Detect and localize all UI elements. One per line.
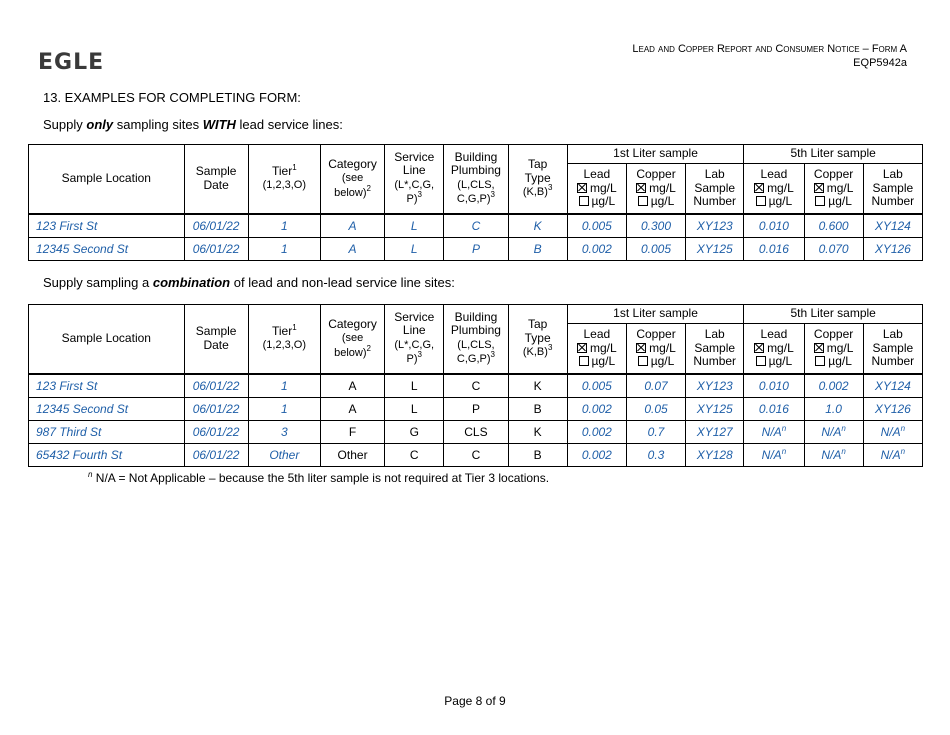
cell-tier: Other	[248, 443, 320, 466]
cell-copper1: 0.05	[626, 397, 685, 420]
cell-lead5: 0.016	[744, 397, 804, 420]
col-copper-1st: Copper mg/L µg/L	[626, 324, 685, 374]
cell-service: L	[385, 397, 444, 420]
cell-service: C	[385, 443, 444, 466]
cell-location: 123 First St	[29, 374, 185, 398]
intro-text-2: Supply sampling a combination of lead and non-lead service line sites:	[43, 275, 455, 290]
col-tier: Tier$^1$ (1,2,3,O)	[248, 145, 320, 214]
cell-tier: 1	[248, 214, 320, 238]
cell-lab5: XY124	[863, 374, 922, 398]
cell-copper1: 0.300	[626, 214, 685, 238]
cell-location: 65432 Fourth St	[29, 443, 185, 466]
col-sample-date: Sample Date	[184, 145, 248, 214]
cell-date: 06/01/22	[184, 443, 248, 466]
cell-tier: 1	[248, 237, 320, 260]
cell-lab1: XY127	[686, 420, 744, 443]
col-tap-type: Tap Type $(K,B)^3$	[508, 145, 567, 214]
cell-tap: K	[508, 420, 567, 443]
cell-plumbing: P	[444, 397, 508, 420]
cell-category: A	[320, 374, 384, 398]
table-row	[29, 214, 923, 238]
cell-date: 06/01/22	[184, 374, 248, 398]
col-group-5th-liter: 5th Liter sample	[744, 145, 923, 164]
cell-category: A	[320, 214, 384, 238]
cell-copper5: 0.070	[804, 237, 863, 260]
table-row	[29, 374, 923, 398]
cell-lead5: 0.016	[744, 237, 804, 260]
cell-tier: 3	[248, 420, 320, 443]
form-title: Lead and Copper Report and Consumer Notice – Form A	[632, 43, 907, 55]
col-lab-1st: Lab Sample Number	[686, 324, 744, 374]
col-sample-location: Sample Location	[29, 145, 185, 214]
cell-lead1: 0.002	[567, 397, 626, 420]
col-copper-5th: Copper mg/L µg/L	[804, 324, 863, 374]
cell-date: 06/01/22	[184, 397, 248, 420]
cell-tier: 1	[248, 397, 320, 420]
cell-lead1: 0.005	[567, 374, 626, 398]
cell-lead1: 0.002	[567, 443, 626, 466]
cell-date: 06/01/22	[184, 237, 248, 260]
col-lead-5th: Lead mg/L µg/L	[744, 164, 804, 214]
col-group-1st-liter: 1st Liter sample	[567, 305, 744, 324]
checked-box-icon	[636, 183, 646, 193]
cell-lab1: XY128	[686, 443, 744, 466]
unchecked-box-icon	[579, 356, 589, 366]
cell-plumbing: P	[444, 237, 508, 260]
cell-copper5: $N/A^n$	[804, 443, 863, 466]
unchecked-box-icon	[638, 356, 648, 366]
col-sample-date: Sample Date	[184, 305, 248, 374]
cell-copper1: 0.7	[626, 420, 685, 443]
form-header	[632, 42, 907, 70]
unchecked-box-icon	[815, 356, 825, 366]
unchecked-box-icon	[638, 196, 648, 206]
unchecked-box-icon	[756, 196, 766, 206]
cell-lead1: 0.002	[567, 420, 626, 443]
unchecked-box-icon	[579, 196, 589, 206]
cell-lead1: 0.002	[567, 237, 626, 260]
cell-lab5: $N/A^n$	[863, 443, 922, 466]
col-sample-location: Sample Location	[29, 305, 185, 374]
col-group-5th-liter: 5th Liter sample	[744, 305, 923, 324]
col-lab-5th: Lab Sample Number	[863, 324, 922, 374]
table-row	[29, 443, 923, 466]
cell-location: 987 Third St	[29, 420, 185, 443]
col-service-line: Service Line (L*,C,G, P)$^3$	[385, 145, 444, 214]
cell-copper5: 0.600	[804, 214, 863, 238]
cell-lead5: $N/A^n$	[744, 420, 804, 443]
cell-date: 06/01/22	[184, 420, 248, 443]
cell-lab5: XY124	[863, 214, 922, 238]
cell-plumbing: CLS	[444, 420, 508, 443]
examples-table-lead-only	[28, 144, 923, 261]
col-copper-5th: Copper mg/L µg/L	[804, 164, 863, 214]
cell-lead1: 0.005	[567, 214, 626, 238]
cell-lab1: XY125	[686, 237, 744, 260]
table-row	[29, 420, 923, 443]
cell-lab1: XY125	[686, 397, 744, 420]
col-lab-1st: Lab Sample Number	[686, 164, 744, 214]
cell-category: A	[320, 397, 384, 420]
cell-location: 12345 Second St	[29, 397, 185, 420]
cell-category: A	[320, 237, 384, 260]
col-category: Category (see below)$^2$	[320, 305, 384, 374]
col-lead-5th: Lead mg/L µg/L	[744, 324, 804, 374]
cell-tap: B	[508, 237, 567, 260]
intro-text-1: Supply only sampling sites WITH lead service lines:	[43, 117, 343, 132]
cell-service: L	[385, 214, 444, 238]
col-category: Category (see below)$^2$	[320, 145, 384, 214]
cell-category: Other	[320, 443, 384, 466]
col-lead-1st: Lead mg/L µg/L	[567, 324, 626, 374]
cell-tap: K	[508, 374, 567, 398]
checked-box-icon	[814, 343, 824, 353]
cell-copper1: 0.07	[626, 374, 685, 398]
cell-plumbing: C	[444, 374, 508, 398]
col-building-plumbing: Building Plumbing (L,CLS, C,G,P)$^3$	[444, 305, 508, 374]
checked-box-icon	[577, 343, 587, 353]
cell-lab5: XY126	[863, 237, 922, 260]
cell-lab5: $N/A^n$	[863, 420, 922, 443]
cell-service: G	[385, 420, 444, 443]
checked-box-icon	[636, 343, 646, 353]
unchecked-box-icon	[756, 356, 766, 366]
cell-date: 06/01/22	[184, 214, 248, 238]
checked-box-icon	[754, 183, 764, 193]
examples-table-combination	[28, 304, 923, 467]
cell-copper5: 1.0	[804, 397, 863, 420]
cell-copper5: $N/A^n$	[804, 420, 863, 443]
form-id: EQP5942a	[853, 57, 907, 69]
cell-copper1: 0.005	[626, 237, 685, 260]
cell-lead5: 0.010	[744, 214, 804, 238]
col-tier: Tier$^1$ (1,2,3,O)	[248, 305, 320, 374]
cell-plumbing: C	[444, 214, 508, 238]
col-tap-type: Tap Type $(K,B)^3$	[508, 305, 567, 374]
col-building-plumbing: Building Plumbing (L,CLS, C,G,P)$^3$	[444, 145, 508, 214]
cell-tier: 1	[248, 374, 320, 398]
table-row	[29, 237, 923, 260]
table-row	[29, 397, 923, 420]
col-lab-5th: Lab Sample Number	[863, 164, 922, 214]
cell-copper1: 0.3	[626, 443, 685, 466]
col-service-line: Service Line (L*,C,G, P)$^3$	[385, 305, 444, 374]
cell-service: L	[385, 374, 444, 398]
footnote-na: $^n$ N/A = Not Applicable – because the 5th liter sample is not required at Tier 3 locations.	[88, 470, 550, 485]
cell-service: L	[385, 237, 444, 260]
cell-plumbing: C	[444, 443, 508, 466]
unchecked-box-icon	[815, 196, 825, 206]
cell-tap: B	[508, 443, 567, 466]
cell-location: 123 First St	[29, 214, 185, 238]
egle-logo: EGLE	[38, 50, 105, 75]
checked-box-icon	[577, 183, 587, 193]
cell-lab5: XY126	[863, 397, 922, 420]
cell-lead5: 0.010	[744, 374, 804, 398]
col-group-1st-liter: 1st Liter sample	[567, 145, 744, 164]
cell-copper5: 0.002	[804, 374, 863, 398]
cell-category: F	[320, 420, 384, 443]
col-lead-1st: Lead mg/L µg/L	[567, 164, 626, 214]
section-title: 13. EXAMPLES FOR COMPLETING FORM:	[43, 90, 301, 105]
cell-lab1: XY123	[686, 374, 744, 398]
cell-tap: B	[508, 397, 567, 420]
cell-location: 12345 Second St	[29, 237, 185, 260]
cell-lab1: XY123	[686, 214, 744, 238]
checked-box-icon	[754, 343, 764, 353]
cell-tap: K	[508, 214, 567, 238]
col-copper-1st: Copper mg/L µg/L	[626, 164, 685, 214]
cell-lead5: $N/A^n$	[744, 443, 804, 466]
checked-box-icon	[814, 183, 824, 193]
page-number: Page 8 of 9	[444, 694, 506, 708]
